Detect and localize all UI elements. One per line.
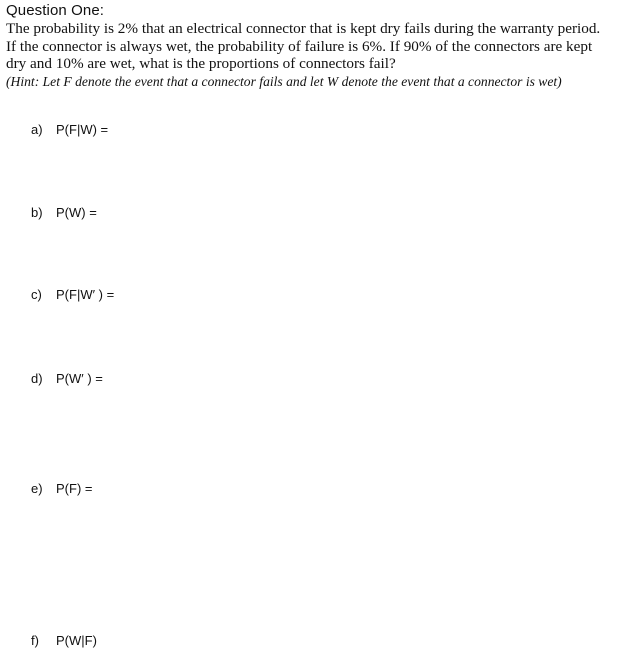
item-expression: P(F|W) =	[56, 122, 109, 137]
hint-text: (Hint: Let F denote the event that a connector fails and let W denote the event that a connector is wet)	[6, 73, 562, 89]
item-expression: P(W) =	[56, 205, 97, 220]
question-item-e	[31, 481, 92, 496]
item-letter: e)	[31, 481, 43, 496]
item-expression: P(F|W′ ) =	[56, 287, 115, 302]
question-item-d	[31, 371, 103, 386]
question-item-c	[31, 287, 114, 302]
item-letter: b)	[31, 205, 43, 220]
item-letter: f)	[31, 633, 39, 648]
problem-statement	[6, 20, 620, 90]
item-expression: P(W|F)	[56, 633, 97, 648]
problem-line-3: dry and 10% are wet, what is the proportions of connectors fail?	[6, 55, 396, 72]
problem-line-1: The probability is 2% that an electrical connector that is kept dry fails during the warranty period.	[6, 20, 601, 37]
question-heading: Question One:	[6, 2, 105, 19]
item-expression: P(F) =	[56, 481, 93, 496]
question-item-b	[31, 205, 97, 220]
question-item-a	[31, 122, 108, 137]
item-letter: d)	[31, 371, 43, 386]
item-letter: c)	[31, 287, 42, 302]
question-item-f	[31, 633, 97, 648]
item-expression: P(W′ ) =	[56, 371, 103, 386]
problem-line-2: If the connector is always wet, the probability of failure is 6%. If 90% of the connectors are kept	[6, 37, 593, 55]
item-letter: a)	[31, 122, 43, 137]
